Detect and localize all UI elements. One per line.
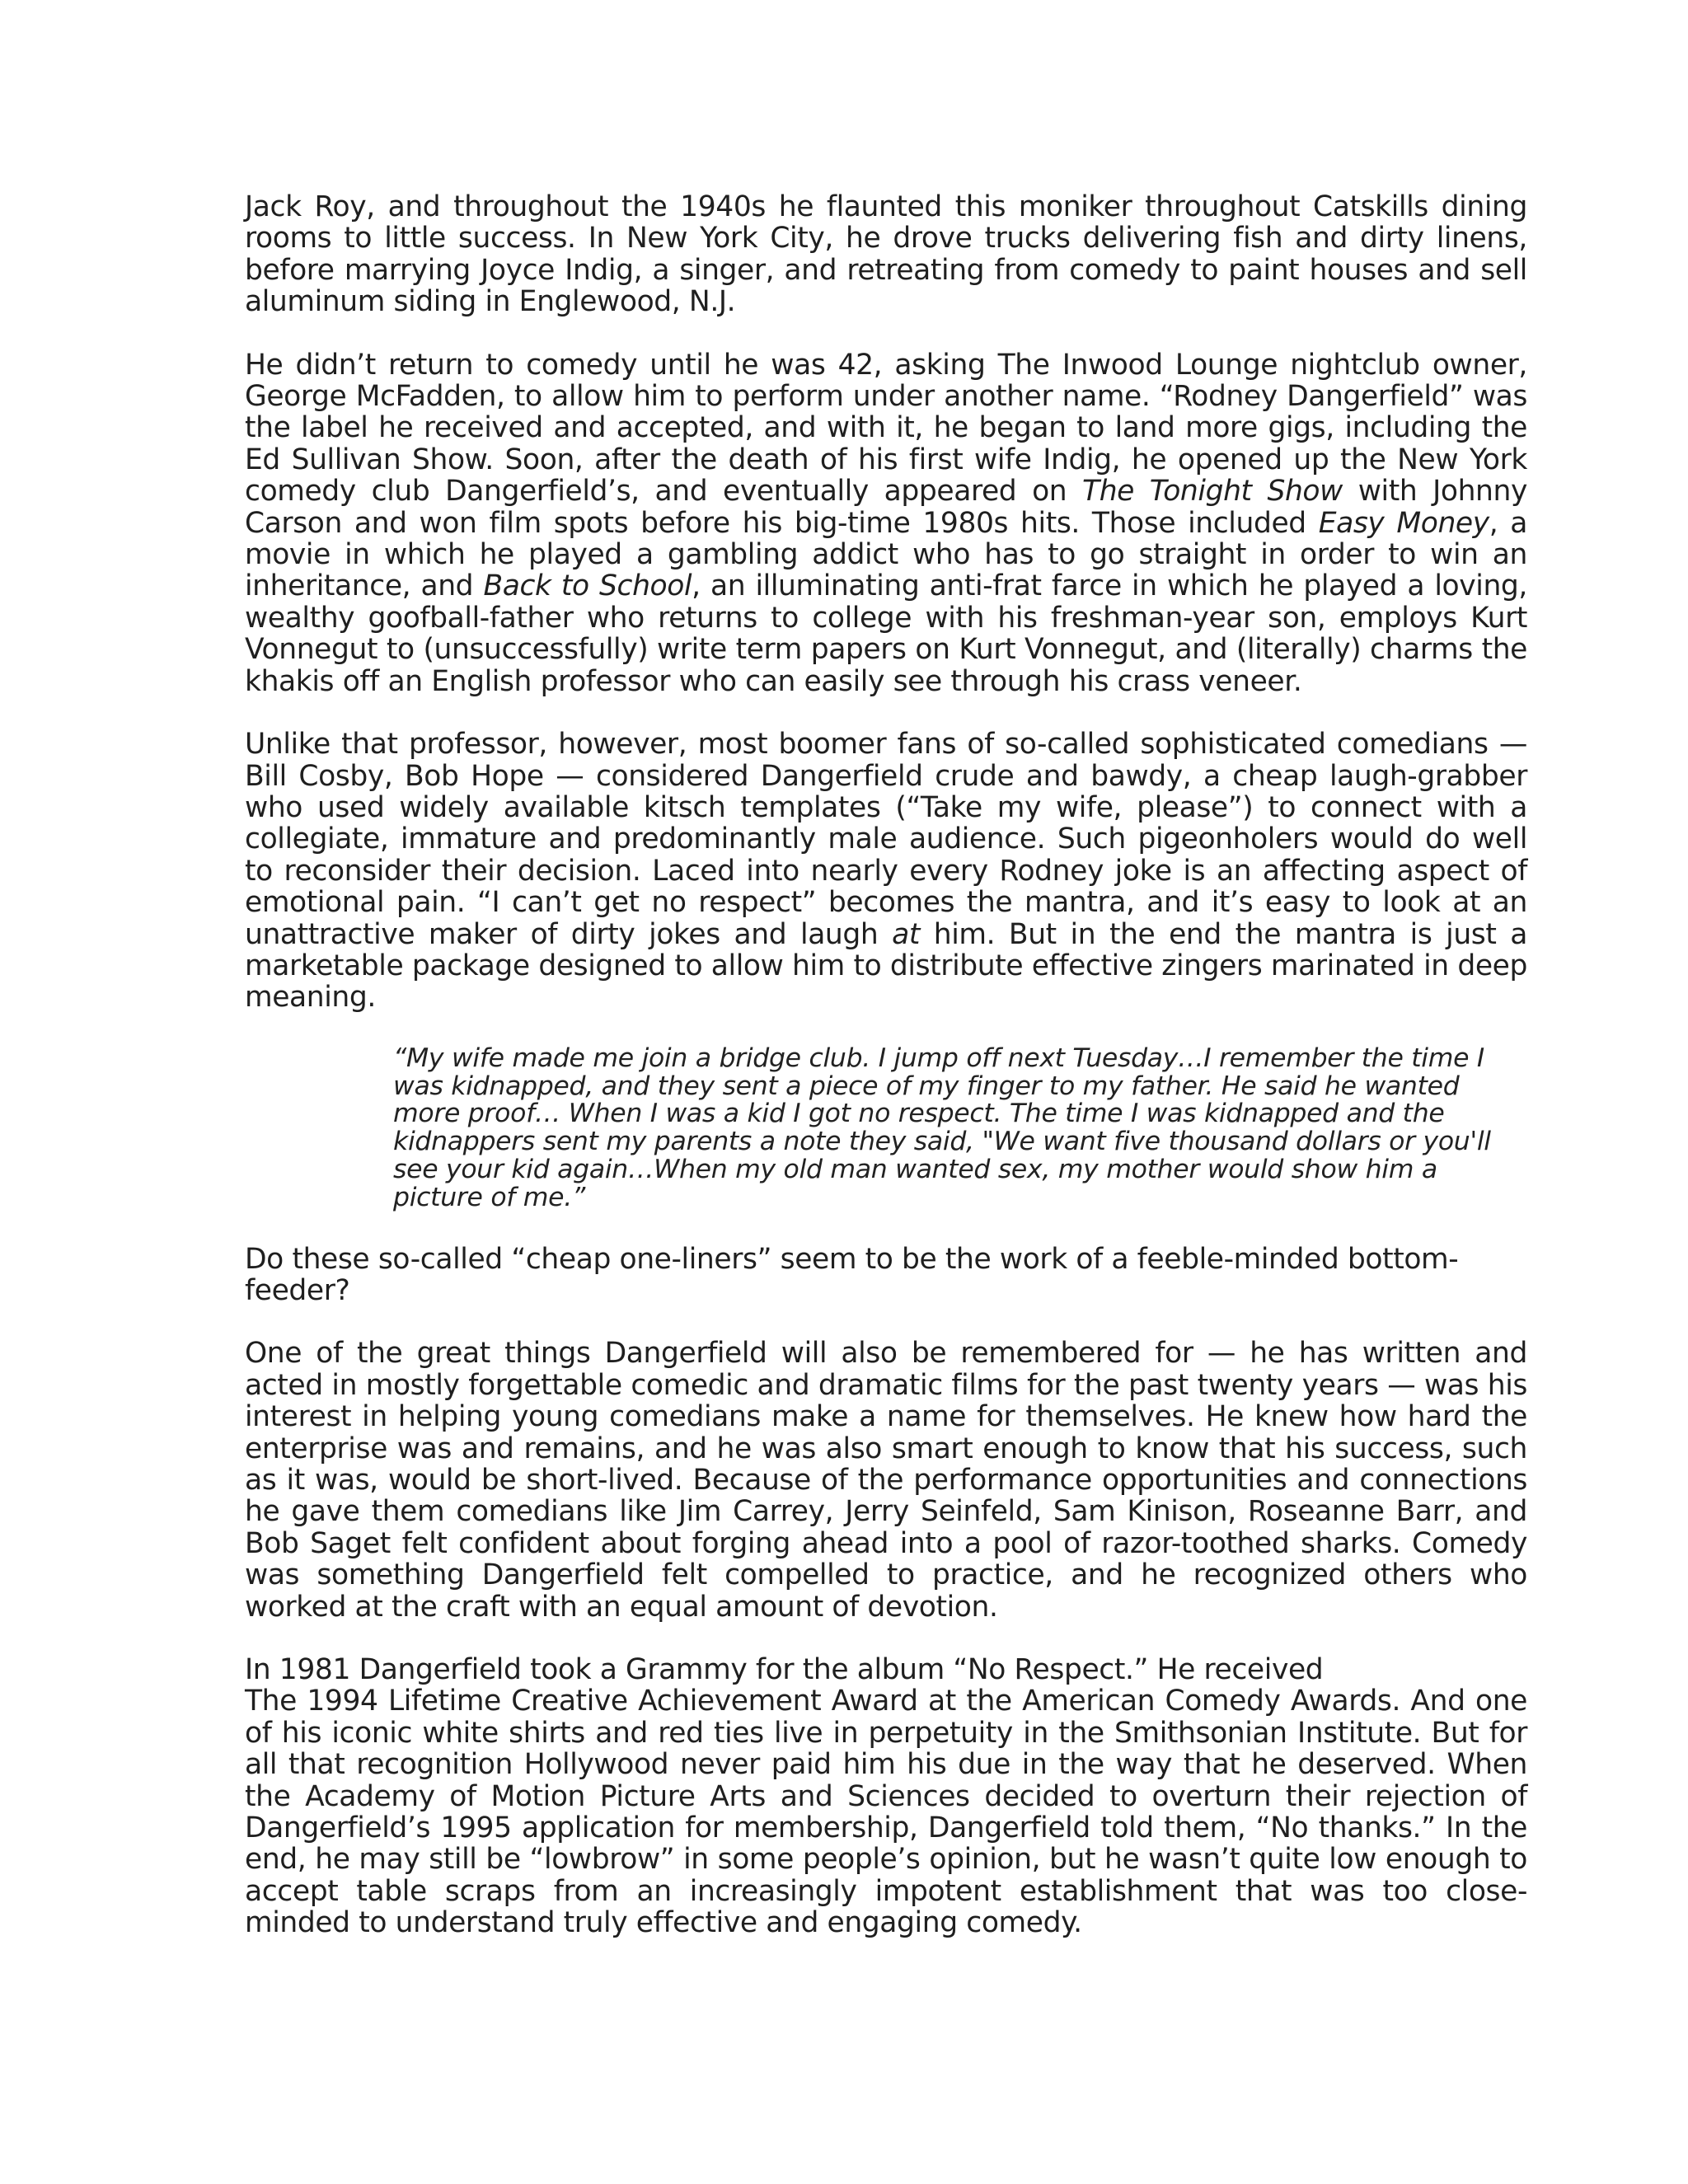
text-run: The 1994 Lifetime Creative Achievement Award at the American Comedy Awards. And one of his iconic white shirts and red ties live in perpetuity in the Smithsonian Institute. But for all that recognition Hollywood never paid him his due in the way that he deserved. When the Academy of Motion Picture Arts and Sciences decided to overturn their rejection of Dangerfield’s 1995 application for membership, Dangerfield told them, “No thanks.” In the end, he may still be “lowbrow” in some people’s opinion, but he wasn’t quite low enough to accept table scraps from an increasingly impotent establishment that was too close-minded to understand truly effective and engaging comedy. (245, 1685, 1527, 1940)
text-run: He didn’t return to comedy until he was 42, asking The Inwood Lounge nightclub owner, George McFadden, to allow him to perform under another name. “Rodney Dangerfield” was the label he received and accepted, and with it, he began to land more gigs, including the Ed Sullivan Show. Soon, after the death of his first wife Indig, he opened up the New York comedy club Dangerfield’s, and eventually appeared on (245, 348, 1527, 509)
text-run: with Johnny Carson and won film spots before his big-time 1980s hits. Those included (245, 475, 1527, 540)
text-line: In 1981 Dangerfield took a Grammy for the album “No Respect.” He received (245, 1653, 1324, 1686)
paragraph-young-comedians: One of the great things Dangerfield will also be remembered for — he has written and acted in mostly forgettable comedic and dramatic films for the past twenty years — was his interest in helping young comedians make a name for themselves. He knew how hard the enterprise was and remains, and he was also smart enough to know that his success, such as it was, would be short-lived. Because of the performance opportunities and connections he gave them comedians like Jim Carrey, Jerry Seinfeld, Sam Kinison, Roseanne Barr, and Bob Saget felt confident about forging ahead into a pool of razor-toothed sharks. Comedy was something Dangerfield felt compelled to practice, and he recognized others who worked at the craft with an equal amount of devotion. (245, 1337, 1527, 1624)
title-tonight-show: The Tonight Show (1082, 475, 1343, 509)
paragraph-awards (245, 1654, 1527, 1939)
paragraph-early-career: Jack Roy, and throughout the 1940s he flaunted this moniker throughout Catskills dining rooms to little success. In New York City, he drove trucks delivering fish and dirty linens, before marrying Joyce Indig, a singer, and retreating from comedy to paint houses and sell aluminum siding in Englewood, N.J. (245, 190, 1527, 319)
paragraph-question: Do these so-called “cheap one-liners” seem to be the work of a feeble-minded bottom-feeder? (245, 1242, 1459, 1307)
emphasis-at: at (892, 917, 920, 951)
text-run: , an illuminating anti-frat farce in which he played a loving, wealthy goofball-father who returns to college with his freshman-year son, employs Kurt Vonnegut to (unsuccessfully) write term papers on Kurt Vonnegut, and (literally) charms the khakis off an English professor who can easily see through his crass veneer. (245, 569, 1527, 698)
text-run: him. But in the end the mantra is just a marketable package designed to allow him to distribute effective zingers marinated in deep meaning. (245, 917, 1527, 1015)
paragraph-boomer-fans (245, 729, 1527, 1014)
title-back-to-school: Back to School (483, 569, 692, 603)
block-quote-jokes: “My wife made me join a bridge club. I jump off next Tuesday…I remember the time I was kidnapped, and they sent a piece of my finger to my father. He said he wanted more proof… When I was a kid I got no respect. The time I was kidnapped and the kidnappers sent my parents a note they said, "We want five thousand dollars or you'll see your kid again…When my old man wanted sex, my mother would show him a picture of me.” (393, 1043, 1491, 1212)
text-run: Unlike that professor, however, most boomer fans of so-called sophisticated comedians — Bill Cosby, Bob Hope — considered Dangerfield crude and bawdy, a cheap laugh-grabber who used widely available kitsch templates (“Take my wife, please”) to connect with a collegiate, immature and predominantly male audience. Such pigeonholers would do well to reconsider their decision. Laced into nearly every Rodney joke is an affecting aspect of emotional pain. “I can’t get no respect” becomes the mantra, and it’s easy to look at an unattractive maker of dirty jokes and laugh (245, 728, 1527, 951)
title-easy-money: Easy Money (1318, 506, 1489, 540)
text-run: , a movie in which he played a gambling addict who has to go straight in order to win an inheritance, and (245, 506, 1527, 603)
paragraph-return-to-comedy (245, 349, 1527, 697)
document-page (245, 191, 1527, 1971)
